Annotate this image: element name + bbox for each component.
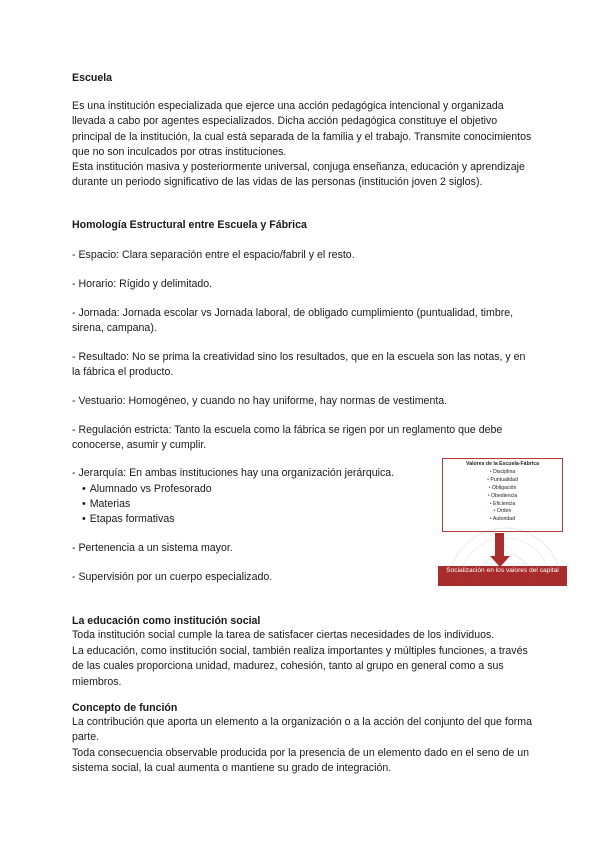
- intro-paragraph-1: Es una institución especializada que ejerce una acción pedagógica intencional y organizada llevada a cabo por agentes especializados. Dicha acción pedagógica constituye el objetivo principal de la institución, la cual está separada de la familia y el trabajo. Transmite conocimientos que no son inculcados por otras instituciones.: [72, 100, 532, 159]
- homologia-item-supervision: - Supervisión por un cuerpo especializado.: [72, 571, 273, 583]
- homologia-heading: Homología Estructural entre Escuela y Fábrica: [72, 219, 307, 231]
- list-item: • Materias: [82, 497, 212, 512]
- intro-paragraph-2: Esta institución masiva y posteriormente universal, conjuga enseñanza, educación y aprendizaje durante un periodo significativo de las vidas de las personas (institución joven 2 siglos).: [72, 161, 525, 189]
- homologia-item-regulacion: - Regulación estricta: Tanto la escuela como la fábrica se rigen por un reglamento que debe conocerse, asumir y cumplir.: [72, 424, 503, 452]
- funcion-paragraph-1: La contribución que aporta un elemento a la organización o a la acción del conjunto del que forma parte.: [72, 716, 532, 744]
- funcion-heading: Concepto de función: [72, 702, 178, 714]
- educacion-heading: La educación como institución social: [72, 615, 261, 627]
- educacion-paragraph-1: Toda institución social cumple la tarea de satisfacer ciertas necesidades de los individuos.: [72, 629, 495, 641]
- socializacion-label: Socialización en los valores del capital: [438, 566, 567, 586]
- list-item: • Obediencia: [443, 493, 562, 501]
- homologia-item-espacio: - Espacio: Clara separación entre el espacio/fabril y el resto.: [72, 249, 355, 261]
- list-item: • Orden: [443, 508, 562, 516]
- homologia-item-jerarquia: - Jerarquía: En ambas instituciones hay una organización jerárquica.: [72, 467, 395, 479]
- homologia-item-resultado: - Resultado: No se prima la creatividad sino los resultados, que en la escuela son las notas, y en la fábrica el producto.: [72, 351, 526, 379]
- list-item: • Alumnado vs Profesorado: [82, 482, 212, 497]
- valores-title: Valores de la Escuela-Fábrica: [466, 461, 539, 467]
- jerarquia-bullet-list: [82, 482, 212, 528]
- list-item: • Obligación: [443, 485, 562, 493]
- list-item: • Disciplina: [443, 469, 562, 477]
- page-title: Escuela: [72, 72, 113, 84]
- homologia-item-jornada: - Jornada: Jornada escolar vs Jornada laboral, de obligado cumplimiento (puntualidad, timbre, sirena, campana).: [72, 307, 514, 335]
- homologia-item-vestuario: - Vestuario: Homogéneo, y cuando no hay uniforme, hay normas de vestimenta.: [72, 395, 448, 407]
- funcion-paragraph-2: Toda consecuencia observable producida por la presencia de un elemento dado en el seno de un sistema social, la cual aumenta o mantiene su grado de integración.: [72, 747, 530, 775]
- seal-watermark-icon: [445, 524, 565, 586]
- list-item: • Autoridad: [443, 516, 562, 524]
- list-item: • Puntualidad: [443, 477, 562, 485]
- educacion-paragraph-2: La educación, como institución social, también realiza importantes y múltiples funciones, a través de las cuales proporciona unidad, madurez, cohesión, tanto al grupo en general como a sus miembros.: [72, 645, 528, 688]
- list-item: • Eficiencia: [443, 501, 562, 509]
- homologia-item-horario: - Horario: Rígido y delimitado.: [72, 278, 213, 290]
- list-item: • Etapas formativas: [82, 512, 212, 527]
- valores-list: [443, 469, 562, 524]
- homologia-item-pertenencia: - Pertenencia a un sistema mayor.: [72, 542, 233, 554]
- valores-box: [442, 458, 563, 532]
